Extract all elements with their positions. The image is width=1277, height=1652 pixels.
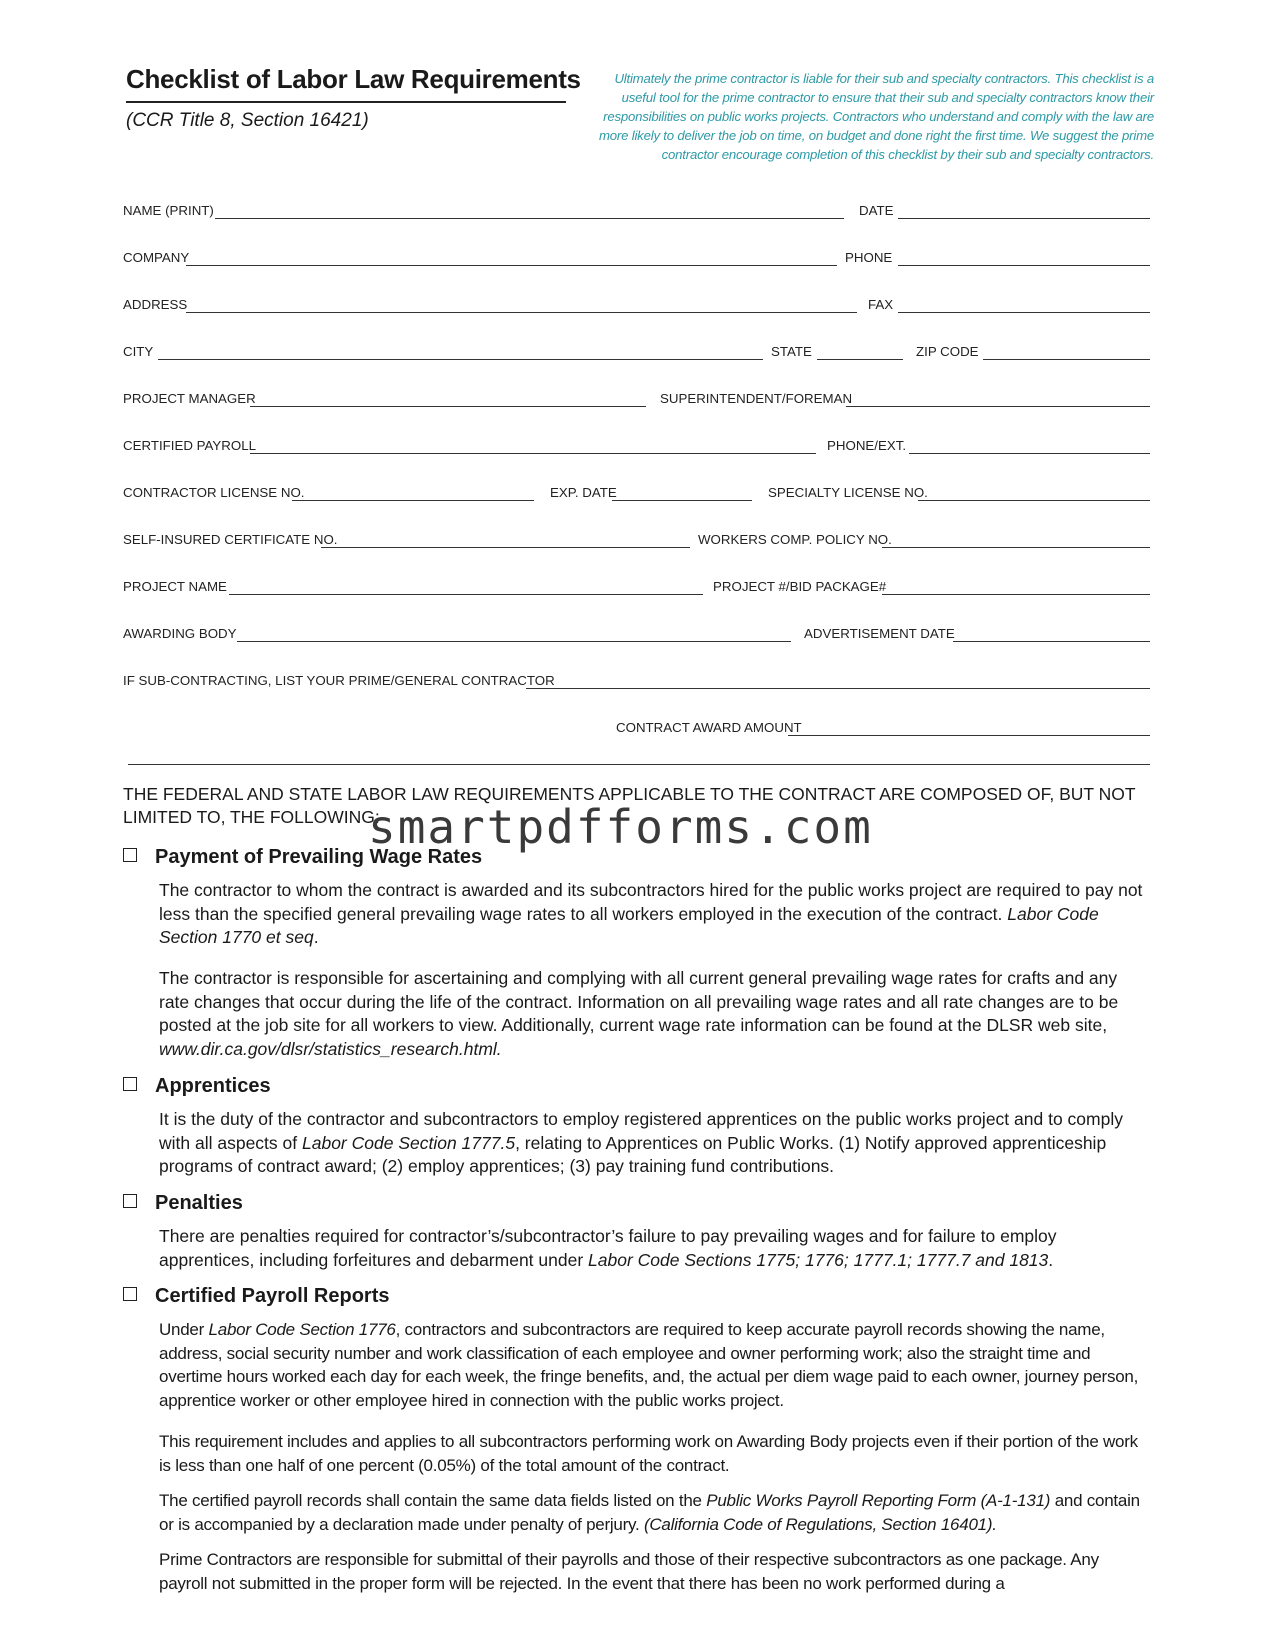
page-subtitle: (CCR Title 8, Section 16421)	[126, 110, 369, 131]
apprentices-heading	[123, 1075, 271, 1098]
contractor-license-label: CONTRACTOR LICENSE NO.	[123, 485, 305, 500]
form-row-certified-payroll	[123, 436, 1150, 458]
citation: Labor Code Section 1777.5	[302, 1132, 516, 1153]
form-row-subcontracting	[123, 671, 1150, 693]
exp-date-label: EXP. DATE	[550, 485, 617, 500]
company-field[interactable]	[186, 265, 837, 266]
apprentices-checkbox[interactable]	[123, 1077, 137, 1091]
awarding-body-field[interactable]	[237, 641, 791, 642]
contractor-license-field[interactable]	[292, 500, 534, 501]
form-row-insurance	[123, 530, 1150, 552]
city-field[interactable]	[158, 359, 763, 360]
state-field[interactable]	[817, 359, 903, 360]
form-row-awarding	[123, 624, 1150, 646]
exp-date-field[interactable]	[612, 500, 752, 501]
prevailing-wage-para-2: The contractor is responsible for ascertaining and complying with all current general prevailing wage rates for crafts and any rate changes that occur during the life of the contract. Information on all prevailing wage rates and all rate changes are to be posted at the job site for all workers to view. Additionally, current wage rate information can be found at the DLSR web site, www.dir.ca.gov/dlsr/statistics_research.html.	[159, 968, 1119, 1059]
phone-ext-label: PHONE/EXT.	[827, 438, 907, 453]
phone-ext-field[interactable]	[909, 453, 1150, 454]
fax-field[interactable]	[898, 312, 1150, 313]
project-number-field[interactable]	[882, 594, 1150, 595]
watermark: smartpdfforms.com	[368, 800, 873, 854]
project-name-field[interactable]	[229, 594, 703, 595]
citation: Labor Code Sections 1775; 1776; 1777.1; 1777.7 and 1813	[588, 1249, 1049, 1270]
zip-label: ZIP CODE	[916, 344, 979, 359]
address-field[interactable]	[186, 312, 857, 313]
workers-comp-label: WORKERS COMP. POLICY NO.	[698, 532, 892, 547]
sub-contracting-label: IF SUB-CONTRACTING, LIST YOUR PRIME/GENERAL CONTRACTOR	[123, 673, 555, 688]
form-row-city	[123, 342, 1150, 364]
payroll-para-1: Under Labor Code Section 1776, contractors and subcontractors are required to keep accurate payroll records showing the name, address, social security number and work classification of each employee and owner performing work; also the straight time and overtime hours worked each day for each week, the fringe benefits, and, the actual per diem wage paid to each owner, journey person, apprentice worker or other employee hired in connection with the public works project.	[159, 1320, 1139, 1410]
apprentices-title: Apprentices	[155, 1075, 271, 1097]
contract-award-amount-field[interactable]	[788, 735, 1150, 736]
advertisement-date-field[interactable]	[953, 641, 1150, 642]
payroll-para-3: The certified payroll records shall contain the same data fields listed on the Public Works Payroll Reporting Form (A-1-131) and contain or is accompanied by a declaration made under penalty of perjury. (California Code of Regulations, Section 16401).	[159, 1491, 1140, 1534]
workers-comp-field[interactable]	[882, 547, 1150, 548]
phone-field[interactable]	[898, 265, 1150, 266]
citation: Public Works Payroll Reporting Form (A-1-131)	[706, 1491, 1051, 1510]
form-row-project	[123, 577, 1150, 599]
dlsr-url: www.dir.ca.gov/dlsr/statistics_research.html.	[159, 1038, 502, 1059]
project-name-label: PROJECT NAME	[123, 579, 227, 594]
address-label: ADDRESS	[123, 297, 188, 312]
prevailing-wage-title: Payment of Prevailing Wage Rates	[155, 846, 483, 868]
city-label: CITY	[123, 344, 154, 359]
form-row-name	[123, 201, 1150, 223]
prevailing-wage-para-1: The contractor to whom the contract is awarded and its subcontractors hired for the public works project are required to pay not less than the specified general prevailing wage rates to all workers employed in the execution of the contract. Labor Code Section 1770 et seq.	[159, 880, 1143, 947]
project-manager-label: PROJECT MANAGER	[123, 391, 256, 406]
certified-payroll-label: CERTIFIED PAYROLL	[123, 438, 257, 453]
company-label: COMPANY	[123, 250, 190, 265]
requirements-lead: THE FEDERAL AND STATE LABOR LAW REQUIREMENTS APPLICABLE TO THE CONTRACT ARE COMPOSED OF, BUT NOT LIMITED TO, THE FOLLOWING:	[123, 784, 1136, 827]
intro-note: Ultimately the prime contractor is liable for their sub and specialty contractors. This checklist is a useful tool for the prime contractor to ensure that their sub and specialty contractors know their responsibilities on public works projects. Contractors who understand and comply with the law are more likely to deliver the job on time, on budget and done right the first time. We suggest the prime contractor encourage completion of this checklist by their sub and specialty contractors.	[599, 71, 1154, 162]
phone-label: PHONE	[845, 250, 893, 265]
superintendent-field[interactable]	[846, 406, 1150, 407]
apprentices-para: It is the duty of the contractor and subcontractors to employ registered apprentices on the public works project and to comply with all aspects of Labor Code Section 1777.5, relating to Apprentices on Public Works. (1) Notify approved apprenticeship programs of contract award; (2) employ apprentices; (3) pay training fund contributions.	[159, 1109, 1123, 1176]
form-row-project-manager	[123, 389, 1150, 411]
page-title: Checklist of Labor Law Requirements	[126, 64, 581, 94]
certified-payroll-field[interactable]	[250, 453, 816, 454]
project-number-label: PROJECT #/BID PACKAGE#	[713, 579, 887, 594]
payroll-para-4: Prime Contractors are responsible for submittal of their payrolls and those of their respective subcontractors as one package. Any payroll not submitted in the proper form will be rejected. In the event that there has been no work performed during a	[159, 1550, 1099, 1593]
title-underline	[126, 101, 566, 103]
zip-field[interactable]	[983, 359, 1150, 360]
form-row-address	[123, 295, 1150, 317]
penalties-checkbox[interactable]	[123, 1194, 137, 1208]
prevailing-wage-checkbox[interactable]	[123, 848, 137, 862]
awarding-body-label: AWARDING BODY	[123, 626, 237, 641]
form-row-company	[123, 248, 1150, 270]
specialty-license-field[interactable]	[918, 500, 1150, 501]
form-row-license	[123, 483, 1150, 505]
penalties-para: There are penalties required for contractor’s/subcontractor’s failure to pay prevailing wages and for failure to employ apprentices, including forfeitures and debarment under Labor Code Sections 1775; 1776; 1777.1; 1777.7 and 1813.	[159, 1226, 1057, 1270]
payroll-para-2: This requirement includes and applies to all subcontractors performing work on Awarding Body projects even if their portion of the work is less than one half of one percent (0.05%) of the total amount of the contract.	[159, 1432, 1138, 1475]
citation: (California Code of Regulations, Section 16401).	[643, 1514, 997, 1534]
certified-payroll-title: Certified Payroll Reports	[155, 1285, 390, 1307]
form-row-award-amount	[123, 718, 1150, 740]
section-divider	[128, 764, 1150, 765]
fax-label: FAX	[868, 297, 894, 312]
citation: Labor Code Section 1776	[208, 1320, 396, 1339]
penalties-title: Penalties	[155, 1192, 243, 1214]
superintendent-label: SUPERINTENDENT/FOREMAN	[660, 391, 853, 406]
prevailing-wage-heading	[123, 846, 482, 869]
self-insured-label: SELF-INSURED CERTIFICATE NO.	[123, 532, 338, 547]
specialty-license-label: SPECIALTY LICENSE NO.	[768, 485, 928, 500]
name-label: NAME (PRINT)	[123, 203, 214, 218]
citation: Labor Code Section 1770 et seq	[159, 903, 1099, 947]
certified-payroll-heading	[123, 1285, 390, 1308]
certified-payroll-checkbox[interactable]	[123, 1287, 137, 1301]
penalties-heading	[123, 1192, 243, 1215]
date-field[interactable]	[898, 218, 1150, 219]
project-manager-field[interactable]	[250, 406, 646, 407]
name-field[interactable]	[215, 218, 844, 219]
state-label: STATE	[771, 344, 812, 359]
prime-contractor-field[interactable]	[526, 688, 1150, 689]
date-label: DATE	[859, 203, 894, 218]
self-insured-field[interactable]	[321, 547, 690, 548]
contract-award-amount-label: CONTRACT AWARD AMOUNT	[616, 720, 802, 735]
advertisement-date-label: ADVERTISEMENT DATE	[804, 626, 955, 641]
